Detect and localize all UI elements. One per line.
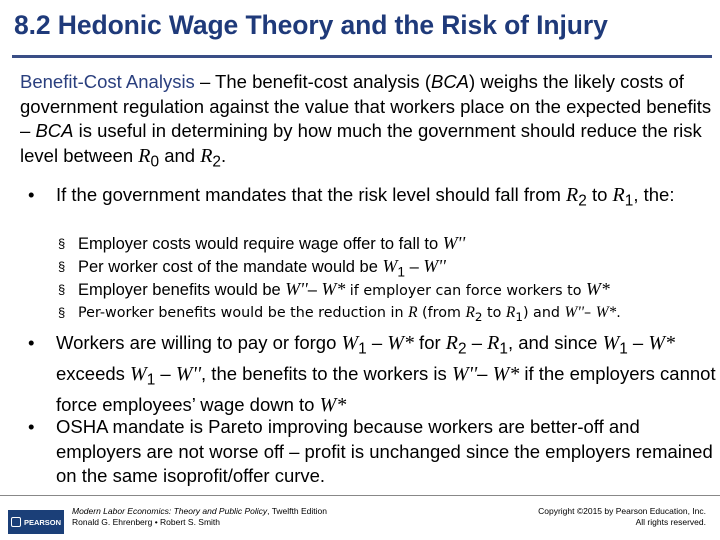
risk-r2: R	[566, 184, 579, 206]
section-lead: Benefit-Cost Analysis	[20, 71, 195, 92]
bca-abbrev-2: BCA	[35, 120, 74, 141]
slide-title: 8.2 Hedonic Wage Theory and the Risk of Injury	[14, 10, 608, 40]
risk-r1: R	[505, 304, 516, 321]
risk-r2-subscript: 2	[212, 153, 221, 171]
sub-employer-costs	[78, 232, 718, 256]
wage-w1: W	[602, 332, 620, 354]
sub-text: Employer benefits would be	[78, 281, 286, 299]
bca-abbrev: BCA	[430, 71, 470, 92]
bullet-text: if the employers cannot force employees’ wage down to	[56, 363, 716, 416]
sub-marker: §	[58, 282, 66, 297]
copyright-line: Copyright ©2015 by Pearson Education, Inc.	[538, 506, 706, 516]
risk-r1-subscript: 1	[499, 340, 508, 358]
intro-text-3: is useful in determining by how much the government should reduce the risk level between	[20, 120, 702, 166]
wage-w-star: W*	[319, 394, 347, 417]
title-divider	[12, 55, 712, 58]
logo-text: PEARSON	[23, 517, 62, 527]
wage-w-star: W*	[492, 363, 520, 386]
sub-text: Per-worker benefits would be the reduction in	[78, 305, 409, 321]
minus-sign: –	[466, 332, 488, 353]
sub-marker: §	[58, 305, 66, 320]
sub-text: Per worker cost of the mandate would be	[78, 258, 383, 276]
wage-w-double-prime: W''	[442, 233, 466, 253]
sub-marker: §	[58, 236, 66, 251]
wage-w-double-prime: W''	[564, 304, 584, 321]
intro-text-2: ) weighs the likely costs of government regulation against the value that workers place on the expected benefits –	[20, 71, 712, 141]
wage-w-star: W*	[648, 332, 675, 354]
risk-r1: R	[487, 332, 500, 354]
wage-w1: W	[341, 332, 359, 354]
sub-text: Employer costs would require wage offer to fall to	[78, 235, 443, 253]
risk-r1-subscript: 1	[624, 192, 634, 210]
wage-w-star: W*	[321, 279, 346, 299]
sub-text: to	[482, 305, 506, 321]
intro-and: and	[159, 144, 201, 166]
wage-w1: W	[130, 363, 147, 386]
wage-w1-subscript: 1	[619, 340, 628, 358]
intro-text-1: – The benefit-cost analysis (	[194, 71, 431, 92]
risk-r2: R	[200, 144, 213, 167]
intro-end: .	[221, 144, 227, 166]
copyright-notice	[538, 506, 706, 528]
bullet-text: , and since	[507, 332, 603, 353]
bullet-text: , the benefits to the workers is	[201, 363, 452, 385]
wage-w1-subscript: 1	[146, 371, 156, 389]
sub-per-worker-benefits	[78, 301, 718, 329]
bullet-marker: •	[28, 416, 35, 437]
wage-w1-subscript: 1	[397, 264, 405, 280]
bullet-text: exceeds	[56, 363, 131, 385]
minus-sign: –	[405, 258, 424, 276]
minus-sign: –	[477, 363, 493, 385]
wage-w-star: W*	[585, 279, 610, 299]
bullet-willingness	[56, 331, 716, 418]
sub-text: .	[616, 305, 621, 321]
rights-line: All rights reserved.	[635, 517, 706, 527]
bullet-marker: •	[28, 184, 35, 205]
minus-sign: –	[627, 332, 649, 353]
risk-r2: R	[445, 332, 458, 354]
wage-w-double-prime: W''	[285, 279, 308, 299]
bullet-marker: •	[28, 332, 35, 353]
sub-text: (from	[417, 305, 466, 321]
minus-sign: –	[307, 281, 322, 299]
bullet-text: to	[586, 184, 613, 205]
footer-divider	[0, 495, 720, 496]
wage-w-double-prime: W''	[175, 363, 202, 386]
book-edition: , Twelfth Edition	[267, 506, 327, 516]
bullet-mandate	[56, 183, 716, 214]
risk-r: R	[408, 304, 418, 321]
risk-r1: R	[612, 184, 625, 206]
sub-employer-benefits	[78, 278, 718, 303]
wage-w-double-prime: W''	[451, 363, 478, 386]
wage-w1-subscript: 1	[358, 340, 367, 358]
wage-w1: W	[382, 256, 398, 276]
bullet-text: If the government mandates that the risk level should fall from	[56, 184, 567, 205]
publisher-logo	[8, 510, 64, 534]
risk-r0-subscript: 0	[150, 153, 160, 171]
wage-w-double-prime: W''	[423, 256, 446, 276]
risk-r0: R	[138, 144, 151, 167]
book-authors: Ronald G. Ehrenberg • Robert S. Smith	[72, 517, 221, 527]
sub-text: if employer can force workers to	[345, 283, 586, 299]
risk-r2-subscript: 2	[474, 309, 483, 324]
risk-r2-subscript: 2	[458, 340, 467, 358]
book-title: Modern Labor Economics: Theory and Public Policy	[72, 506, 268, 516]
book-citation	[72, 506, 327, 528]
risk-r2-subscript: 2	[578, 192, 587, 210]
sub-text: ) and	[522, 305, 565, 321]
bullet-osha: OSHA mandate is Pareto improving because workers are better-off and employers are not worse off – profit is unchanged since the employers remained on the same isoprofit/offer curve.	[56, 416, 713, 486]
wage-w-star: W*	[595, 304, 617, 321]
bullet-text: for	[413, 332, 446, 353]
intro-paragraph	[20, 70, 712, 175]
minus-sign: –	[155, 363, 176, 385]
bullet-text: , the:	[633, 184, 675, 205]
bullet-text: Workers are willing to pay or forgo	[56, 332, 342, 353]
risk-r2: R	[465, 304, 475, 321]
risk-r1-subscript: 1	[515, 309, 523, 324]
wage-w-star: W*	[387, 332, 414, 354]
pearson-mark-icon	[11, 517, 21, 527]
minus-sign: –	[583, 305, 596, 321]
minus-sign: –	[366, 332, 388, 353]
sub-marker: §	[58, 259, 66, 274]
